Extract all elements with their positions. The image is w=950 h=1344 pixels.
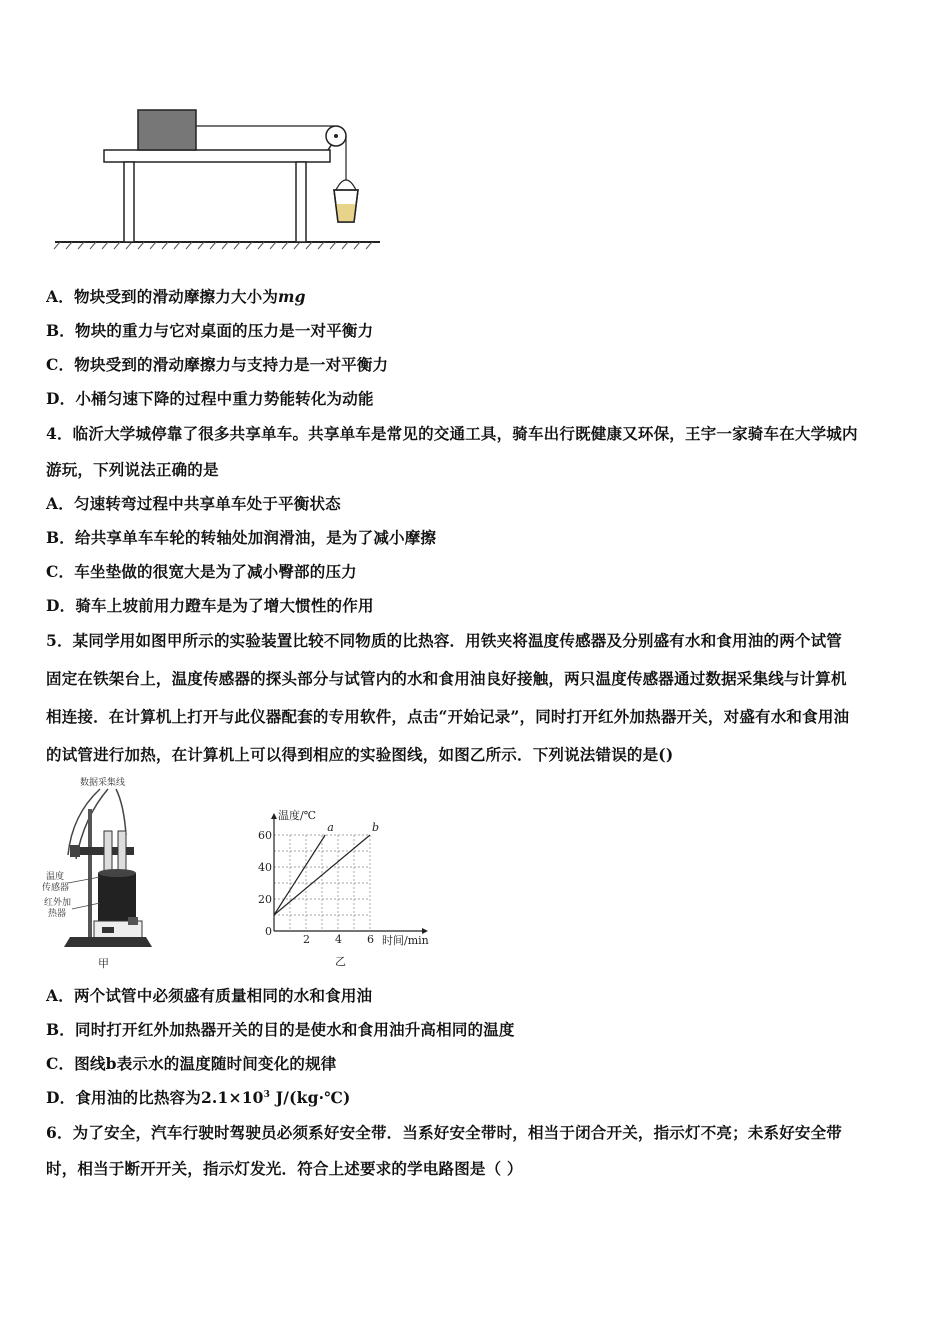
chart-caption: 乙: [335, 955, 346, 968]
label-cable: 数据采集线: [80, 778, 126, 788]
q3-option-a: A．物块受到的滑动摩擦力大小为mg: [46, 287, 306, 306]
apparatus-figure-jia: [42, 775, 162, 970]
q5-stem-line1: 5．某同学用如图甲所示的实验装置比较不同物质的比热容．用铁夹将温度传感器及分别盛有水和食用油的两个试管: [46, 631, 842, 650]
chart-grid: [274, 835, 370, 931]
chart-ylabel: 温度/℃: [278, 809, 317, 822]
caption-jia: 甲: [98, 957, 109, 970]
q3-option-c: C．物块受到的滑动摩擦力与支持力是一对平衡力: [46, 355, 389, 374]
q5-option-b: B．同时打开红外加热器开关的目的是使水和食用油升高相同的温度: [46, 1020, 515, 1039]
y-axis-arrow: [271, 813, 277, 819]
q5-option-c: C．图线b表示水的温度随时间变化的规律: [46, 1054, 337, 1073]
temperature-time-chart: [250, 803, 450, 968]
chart-axes: [271, 813, 428, 934]
q5-stem-line2: 固定在铁架台上，温度传感器的探头部分与试管内的水和食用油良好接触，两只温度传感器通过数据采集线与计算机: [46, 669, 847, 688]
x-tick-label: 2: [303, 933, 310, 946]
q5-option-a: A．两个试管中必须盛有质量相同的水和食用油: [46, 986, 373, 1005]
x-tick-label: 4: [335, 933, 342, 946]
chart-origin-label: 0: [265, 925, 272, 938]
q4-option-d: D．骑车上坡前用力蹬车是为了增大惯性的作用: [46, 596, 374, 615]
q5-stem-line3: 相连接．在计算机上打开与此仪器配套的专用软件，点击“开始记录”，同时打开红外加热器开关，对盛有水和食用油: [46, 707, 850, 726]
label-sensor-1: 温度: [46, 872, 65, 882]
q4-stem-line1: 4．临沂大学城停靠了很多共享单车。共享单车是常见的交通工具，骑车出行既健康又环保，王宇一家骑车在大学城内: [46, 424, 858, 443]
block-pulley-figure: [50, 100, 390, 250]
y-tick-label: 60: [258, 829, 272, 842]
q3-option-b: B．物块的重力与它对桌面的压力是一对平衡力: [46, 321, 374, 340]
q4-option-c: C．车坐垫做的很宽大是为了减小臀部的压力: [46, 562, 357, 581]
q6-stem-line1: 6．为了安全，汽车行驶时驾驶员必须系好安全带．当系好安全带时，相当于闭合开关，指示灯不亮；未系好安全带: [46, 1123, 842, 1142]
q3-option-d: D．小桶匀速下降的过程中重力势能转化为动能: [46, 389, 374, 408]
label-sensor-2: 传感器: [42, 883, 70, 893]
series-label-a: a: [327, 821, 334, 834]
q4-option-b: B．给共享单车车轮的转轴处加润滑油，是为了减小摩擦: [46, 528, 437, 547]
chart-xlabel: 时间/min: [382, 934, 429, 947]
label-heater-1: 红外加: [44, 898, 72, 908]
y-tick-label: 20: [258, 893, 272, 906]
q4-stem-line2: 游玩，下列说法正确的是: [46, 460, 219, 479]
x-tick-label: 6: [367, 933, 374, 946]
series-label-b: b: [372, 821, 380, 834]
q5-stem-line4: 的试管进行加热，在计算机上可以得到相应的实验图线，如图乙所示．下列说法错误的是(): [46, 745, 674, 764]
q5-option-d: D．食用油的比热容为$2.1\times 10^3$ J/(kg·℃): [46, 1088, 351, 1107]
y-tick-label: 40: [258, 861, 272, 874]
q4-option-a: A．匀速转弯过程中共享单车处于平衡状态: [46, 494, 341, 513]
series-line-a: [274, 835, 325, 915]
q6-stem-line2: 时，相当于断开开关，指示灯发光．符合上述要求的学电路图是（ ）: [46, 1159, 523, 1178]
label-heater-2: 热器: [48, 909, 67, 919]
